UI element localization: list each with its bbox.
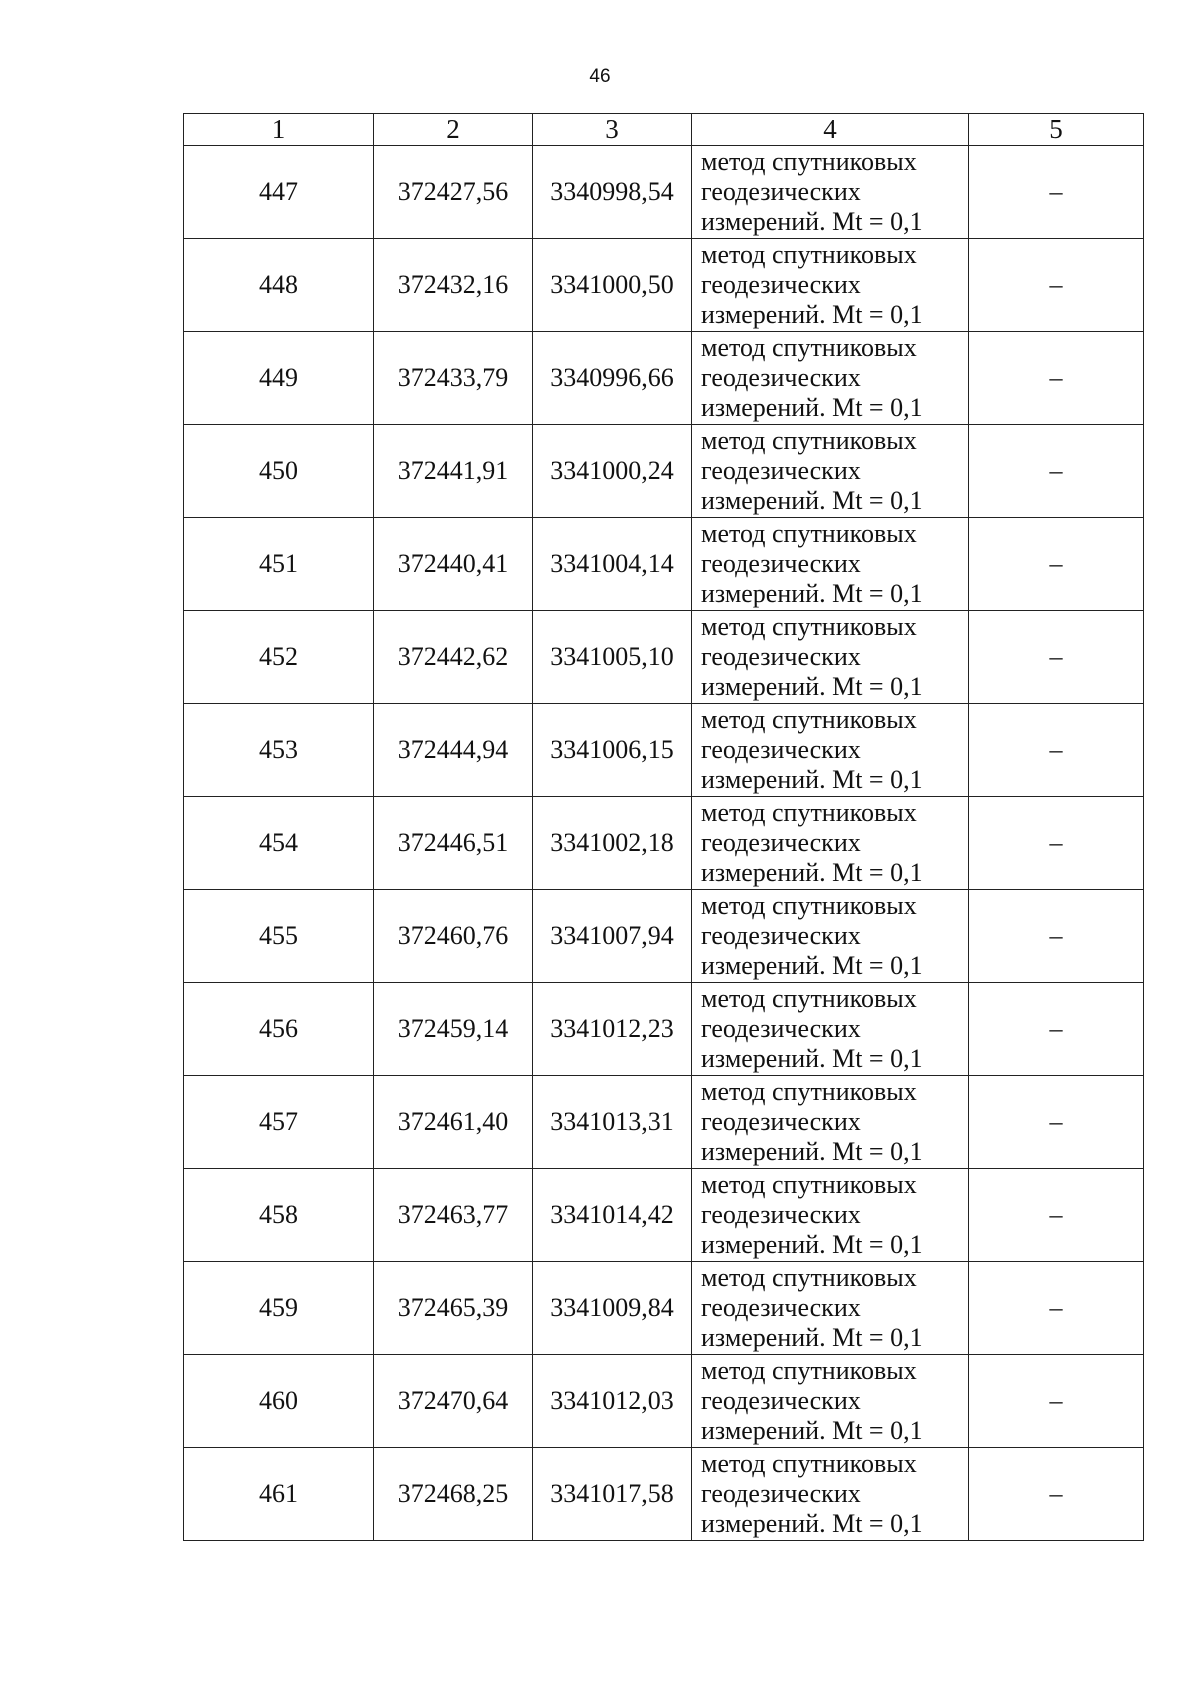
column-header-3: 3 <box>533 114 692 146</box>
method-cell <box>692 146 969 239</box>
method-line-1: метод спутниковых <box>701 1356 917 1385</box>
point-number-cell: 461 <box>184 1448 374 1541</box>
method-line-3: измерений. Mt = 0,1 <box>701 1323 923 1352</box>
method-line-1: метод спутниковых <box>701 891 917 920</box>
point-number-cell: 454 <box>184 797 374 890</box>
method-cell <box>692 518 969 611</box>
method-line-2: геодезических <box>701 456 861 485</box>
method-line-2: геодезических <box>701 177 861 206</box>
method-line-2: геодезических <box>701 549 861 578</box>
y-coordinate-cell: 3341014,42 <box>533 1169 692 1262</box>
column-header-5: 5 <box>969 114 1144 146</box>
column-header-1: 1 <box>184 114 374 146</box>
point-number-cell: 453 <box>184 704 374 797</box>
note-cell: – <box>969 1076 1144 1169</box>
point-number-cell: 460 <box>184 1355 374 1448</box>
method-line-1: метод спутниковых <box>701 426 917 455</box>
method-line-1: метод спутниковых <box>701 240 917 269</box>
y-coordinate-cell: 3341007,94 <box>533 890 692 983</box>
method-line-1: метод спутниковых <box>701 1077 917 1106</box>
column-header-4: 4 <box>692 114 969 146</box>
point-number-cell: 457 <box>184 1076 374 1169</box>
point-number-cell: 449 <box>184 332 374 425</box>
method-line-1: метод спутниковых <box>701 519 917 548</box>
y-coordinate-cell: 3341006,15 <box>533 704 692 797</box>
method-line-3: измерений. Mt = 0,1 <box>701 207 923 236</box>
method-cell <box>692 797 969 890</box>
table-row <box>184 1355 1144 1448</box>
point-number-cell: 452 <box>184 611 374 704</box>
method-line-2: геодезических <box>701 270 861 299</box>
table-row <box>184 518 1144 611</box>
y-coordinate-cell: 3341009,84 <box>533 1262 692 1355</box>
y-coordinate-cell: 3340998,54 <box>533 146 692 239</box>
method-line-3: измерений. Mt = 0,1 <box>701 393 923 422</box>
point-number-cell: 459 <box>184 1262 374 1355</box>
y-coordinate-cell: 3341012,03 <box>533 1355 692 1448</box>
method-line-2: геодезических <box>701 363 861 392</box>
y-coordinate-cell: 3341017,58 <box>533 1448 692 1541</box>
method-line-2: геодезических <box>701 1479 861 1508</box>
point-number-cell: 450 <box>184 425 374 518</box>
y-coordinate-cell: 3341004,14 <box>533 518 692 611</box>
method-line-1: метод спутниковых <box>701 798 917 827</box>
table-row <box>184 425 1144 518</box>
method-cell <box>692 611 969 704</box>
note-cell: – <box>969 611 1144 704</box>
x-coordinate-cell: 372463,77 <box>374 1169 533 1262</box>
method-cell <box>692 983 969 1076</box>
note-cell: – <box>969 983 1144 1076</box>
coordinates-table <box>183 113 1144 1541</box>
note-cell: – <box>969 518 1144 611</box>
x-coordinate-cell: 372460,76 <box>374 890 533 983</box>
table-row <box>184 611 1144 704</box>
note-cell: – <box>969 425 1144 518</box>
method-line-1: метод спутниковых <box>701 705 917 734</box>
method-line-3: измерений. Mt = 0,1 <box>701 951 923 980</box>
point-number-cell: 451 <box>184 518 374 611</box>
table-row <box>184 1169 1144 1262</box>
point-number-cell: 448 <box>184 239 374 332</box>
method-cell <box>692 704 969 797</box>
note-cell: – <box>969 332 1144 425</box>
method-cell <box>692 1076 969 1169</box>
table-row <box>184 146 1144 239</box>
method-line-1: метод спутниковых <box>701 147 917 176</box>
method-line-1: метод спутниковых <box>701 1170 917 1199</box>
x-coordinate-cell: 372442,62 <box>374 611 533 704</box>
table-row <box>184 704 1144 797</box>
method-line-3: измерений. Mt = 0,1 <box>701 1137 923 1166</box>
method-cell <box>692 332 969 425</box>
point-number-cell: 455 <box>184 890 374 983</box>
note-cell: – <box>969 1448 1144 1541</box>
method-line-2: геодезических <box>701 1293 861 1322</box>
table-row <box>184 1448 1144 1541</box>
method-line-3: измерений. Mt = 0,1 <box>701 672 923 701</box>
method-line-2: геодезических <box>701 642 861 671</box>
y-coordinate-cell: 3341002,18 <box>533 797 692 890</box>
method-line-3: измерений. Mt = 0,1 <box>701 486 923 515</box>
note-cell: – <box>969 1355 1144 1448</box>
y-coordinate-cell: 3341005,10 <box>533 611 692 704</box>
note-cell: – <box>969 704 1144 797</box>
method-line-2: геодезических <box>701 735 861 764</box>
method-cell <box>692 1262 969 1355</box>
x-coordinate-cell: 372444,94 <box>374 704 533 797</box>
x-coordinate-cell: 372432,16 <box>374 239 533 332</box>
point-number-cell: 458 <box>184 1169 374 1262</box>
x-coordinate-cell: 372427,56 <box>374 146 533 239</box>
method-line-3: измерений. Mt = 0,1 <box>701 858 923 887</box>
table-row <box>184 983 1144 1076</box>
point-number-cell: 447 <box>184 146 374 239</box>
method-cell <box>692 239 969 332</box>
method-line-1: метод спутниковых <box>701 333 917 362</box>
table-row <box>184 332 1144 425</box>
method-line-2: геодезических <box>701 1200 861 1229</box>
table-row <box>184 1262 1144 1355</box>
x-coordinate-cell: 372459,14 <box>374 983 533 1076</box>
method-line-2: геодезических <box>701 921 861 950</box>
x-coordinate-cell: 372461,40 <box>374 1076 533 1169</box>
x-coordinate-cell: 372446,51 <box>374 797 533 890</box>
note-cell: – <box>969 797 1144 890</box>
x-coordinate-cell: 372465,39 <box>374 1262 533 1355</box>
method-line-3: измерений. Mt = 0,1 <box>701 1416 923 1445</box>
method-line-2: геодезических <box>701 1014 861 1043</box>
table-row <box>184 797 1144 890</box>
note-cell: – <box>969 239 1144 332</box>
note-cell: – <box>969 890 1144 983</box>
method-line-3: измерений. Mt = 0,1 <box>701 579 923 608</box>
x-coordinate-cell: 372433,79 <box>374 332 533 425</box>
table-row <box>184 1076 1144 1169</box>
method-line-3: измерений. Mt = 0,1 <box>701 1230 923 1259</box>
y-coordinate-cell: 3341013,31 <box>533 1076 692 1169</box>
method-line-3: измерений. Mt = 0,1 <box>701 1509 923 1538</box>
y-coordinate-cell: 3341000,50 <box>533 239 692 332</box>
method-cell <box>692 1355 969 1448</box>
y-coordinate-cell: 3341000,24 <box>533 425 692 518</box>
column-header-2: 2 <box>374 114 533 146</box>
method-cell <box>692 425 969 518</box>
method-line-3: измерений. Mt = 0,1 <box>701 765 923 794</box>
method-line-1: метод спутниковых <box>701 1263 917 1292</box>
x-coordinate-cell: 372441,91 <box>374 425 533 518</box>
method-line-1: метод спутниковых <box>701 1449 917 1478</box>
table-row <box>184 239 1144 332</box>
x-coordinate-cell: 372440,41 <box>374 518 533 611</box>
y-coordinate-cell: 3341012,23 <box>533 983 692 1076</box>
table-header-row <box>184 114 1144 146</box>
method-line-1: метод спутниковых <box>701 612 917 641</box>
note-cell: – <box>969 1262 1144 1355</box>
method-line-2: геодезических <box>701 828 861 857</box>
x-coordinate-cell: 372468,25 <box>374 1448 533 1541</box>
method-cell <box>692 890 969 983</box>
method-cell <box>692 1448 969 1541</box>
method-line-3: измерений. Mt = 0,1 <box>701 1044 923 1073</box>
note-cell: – <box>969 146 1144 239</box>
y-coordinate-cell: 3340996,66 <box>533 332 692 425</box>
page-number: 46 <box>589 66 611 87</box>
table-row <box>184 890 1144 983</box>
method-line-1: метод спутниковых <box>701 984 917 1013</box>
method-cell <box>692 1169 969 1262</box>
x-coordinate-cell: 372470,64 <box>374 1355 533 1448</box>
method-line-2: геодезических <box>701 1386 861 1415</box>
note-cell: – <box>969 1169 1144 1262</box>
point-number-cell: 456 <box>184 983 374 1076</box>
method-line-2: геодезических <box>701 1107 861 1136</box>
method-line-3: измерений. Mt = 0,1 <box>701 300 923 329</box>
